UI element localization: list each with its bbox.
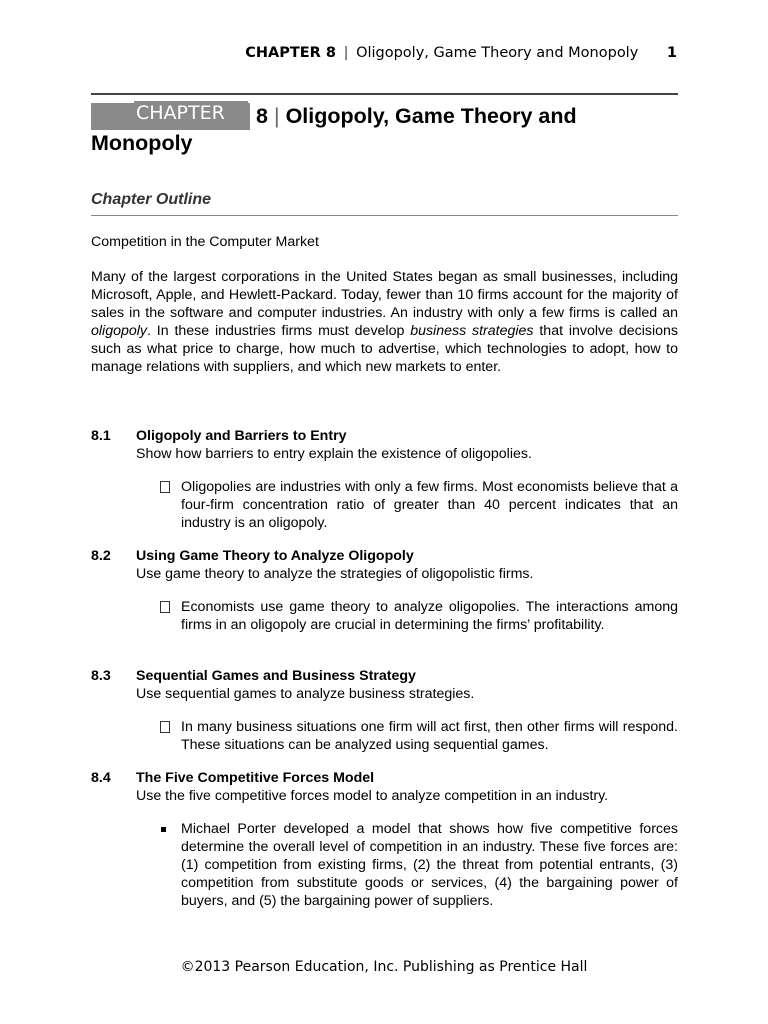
intro-text-3: that involve decisions such as what price to charge, how much to advertise, which technologies to adopt, how to manage relations with suppliers, and which new markets to enter. [91, 323, 678, 375]
outline-divider [91, 215, 678, 216]
chapter-title-separator: | [273, 104, 280, 128]
section-bullet [181, 718, 678, 754]
section-8-3 [91, 667, 678, 754]
intro-text-1: Many of the largest corporations in the United States began as small businesses, including Microsoft, Apple, and Hewlett-Packard. Today, fewer than 10 firms account for the majority of sales in the software and computer industries. An industry with only a few firms is called an [91, 269, 678, 321]
chapter-title [91, 103, 681, 157]
section-objective: Use the five competitive forces model to analyze competition in an industry. [136, 788, 609, 804]
section-bullet [181, 598, 678, 634]
chapter-badge: CHAPTER [134, 101, 248, 125]
section-8-4 [91, 769, 678, 910]
section-number: 8.4 [91, 770, 111, 786]
running-header-separator: | [343, 45, 349, 61]
section-objective: Show how barriers to entry explain the existence of oligopolies. [136, 446, 532, 462]
bullet-text: Oligopolies are industries with only a few firms. Most economists believe that a four-firm concentration ratio of greater than 40 percent indicates that an industry is an oligopoly. [181, 479, 678, 531]
chapter-number: 8 [256, 104, 268, 128]
copyright-footer: ©2013 Pearson Education, Inc. Publishing as Prentice Hall [180, 959, 588, 975]
section-8-1 [91, 427, 678, 532]
checkbox-bullet-icon [160, 601, 170, 613]
section-bullet [181, 820, 678, 910]
section-title: The Five Competitive Forces Model [136, 770, 375, 786]
section-title: Sequential Games and Business Strategy [136, 668, 416, 684]
section-title: Using Game Theory to Analyze Oligopoly [136, 548, 414, 564]
chapter-outline-heading: Chapter Outline [91, 191, 212, 208]
intro-paragraph [91, 268, 678, 376]
intro-heading: Competition in the Computer Market [91, 234, 319, 250]
section-number: 8.2 [91, 548, 111, 564]
bullet-text: Michael Porter developed a model that shows how five competitive forces determine the overall level of competition in an industry. These five forces are: (1) competition from existing firms, (2) the threat from potential entrants, (3) competition from substitute goods or services, (4) the bargaining power of buyers, and (5) the bargaining power of suppliers. [181, 821, 678, 909]
intro-term-oligopoly: oligopoly [91, 323, 148, 339]
bullet-text: In many business situations one firm will act first, then other firms will respond. These situations can be analyzed using sequential games. [181, 719, 678, 753]
square-bullet-icon [161, 827, 166, 832]
section-number: 8.1 [91, 428, 111, 444]
running-header [245, 45, 677, 61]
header-divider [91, 93, 678, 95]
section-objective: Use game theory to analyze the strategies of oligopolistic firms. [136, 566, 534, 582]
section-8-2 [91, 547, 678, 634]
section-title: Oligopoly and Barriers to Entry [136, 428, 347, 444]
running-header-chapter: CHAPTER 8 [245, 45, 336, 61]
checkbox-bullet-icon [160, 721, 170, 733]
intro-term-business-strategies: business strategies [410, 323, 534, 339]
running-header-title: Oligopoly, Game Theory and Monopoly [356, 45, 639, 61]
section-number: 8.3 [91, 668, 111, 684]
page-number: 1 [666, 45, 677, 61]
intro-text-2: . In these industries firms must develop [147, 323, 411, 339]
section-bullet [181, 478, 678, 532]
chapter-title-text: Oligopoly, Game Theory and Monopoly [91, 104, 577, 155]
checkbox-bullet-icon [160, 481, 170, 493]
section-objective: Use sequential games to analyze business strategies. [136, 686, 475, 702]
bullet-text: Economists use game theory to analyze oligopolies. The interactions among firms in an oligopoly are crucial in determining the firms’ profitability. [181, 599, 678, 633]
